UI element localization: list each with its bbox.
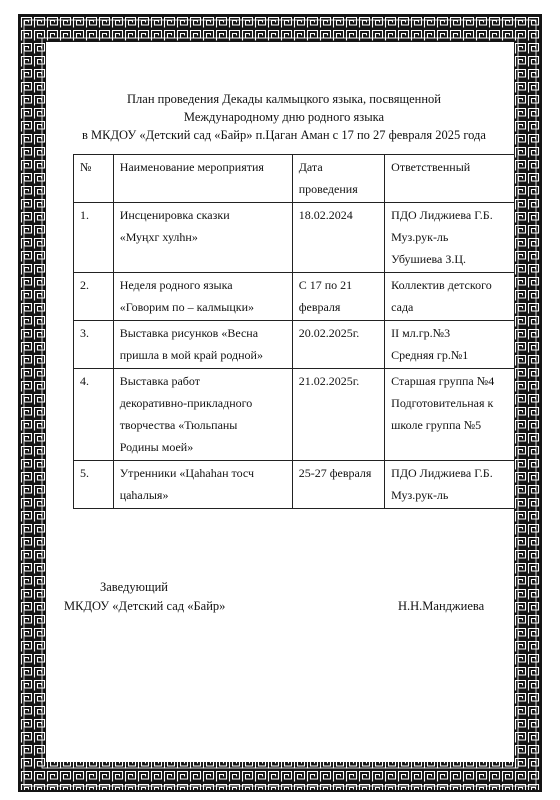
row-number: 3.	[74, 321, 114, 369]
table-row	[74, 461, 515, 509]
row-number: 1.	[74, 203, 114, 273]
title-line-2: Международному дню родного языка	[183, 110, 385, 124]
event-date: 21.02.2025г.	[292, 369, 384, 461]
event-responsible: ПДО Лиджиева Г.Б. Муз.рук-ль Убушиева З.Ц.	[385, 203, 515, 273]
header-number: №	[74, 155, 114, 203]
event-name: Инсценировка сказки «Муңхг хулһн»	[113, 203, 292, 273]
title-line-3: в МКДОУ «Детский сад «Байр» п.Цаган Аман с 17 по 27 февраля 2025 года	[82, 128, 486, 142]
event-responsible: II мл.гр.№3 Средняя гр.№1	[385, 321, 515, 369]
table-header-row	[74, 155, 515, 203]
row-number: 2.	[74, 273, 114, 321]
event-date: С 17 по 21 февраля	[292, 273, 384, 321]
title-line-1: План проведения Декады калмыцкого языка, посвященной	[127, 92, 441, 106]
header-event-name: Наименование мероприятия	[113, 155, 292, 203]
table-row	[74, 321, 515, 369]
header-date: Дата проведения	[292, 155, 384, 203]
event-name: Утренники «Цаһаһан тосч цаһалыя»	[113, 461, 292, 509]
signature-organization: МКДОУ «Детский сад «Байр»	[64, 599, 226, 613]
event-date: 18.02.2024	[292, 203, 384, 273]
signature-position	[64, 578, 225, 616]
event-date: 25-27 февраля	[292, 461, 384, 509]
row-number: 5.	[74, 461, 114, 509]
table-row	[74, 273, 515, 321]
table-row	[74, 369, 515, 461]
event-date: 20.02.2025г.	[292, 321, 384, 369]
signature-title: Заведующий	[100, 580, 168, 594]
table-row	[74, 203, 515, 273]
event-responsible: Старшая группа №4 Подготовительная к школе группа №5	[385, 369, 515, 461]
row-number: 4.	[74, 369, 114, 461]
signature-name: Н.Н.Манджиева	[398, 599, 485, 613]
document-title	[64, 90, 504, 144]
event-name: Выставка работ декоративно-прикладного творчества «Тюльпаны Родины моей»	[113, 369, 292, 461]
event-responsible: Коллектив детского сада	[385, 273, 515, 321]
event-responsible: ПДО Лиджиева Г.Б. Муз.рук-ль	[385, 461, 515, 509]
event-name: Неделя родного языка «Говорим по – калмыцки»	[113, 273, 292, 321]
events-table	[73, 154, 515, 509]
event-name: Выставка рисунков «Весна пришла в мой край родной»	[113, 321, 292, 369]
header-responsible: Ответственный	[385, 155, 515, 203]
